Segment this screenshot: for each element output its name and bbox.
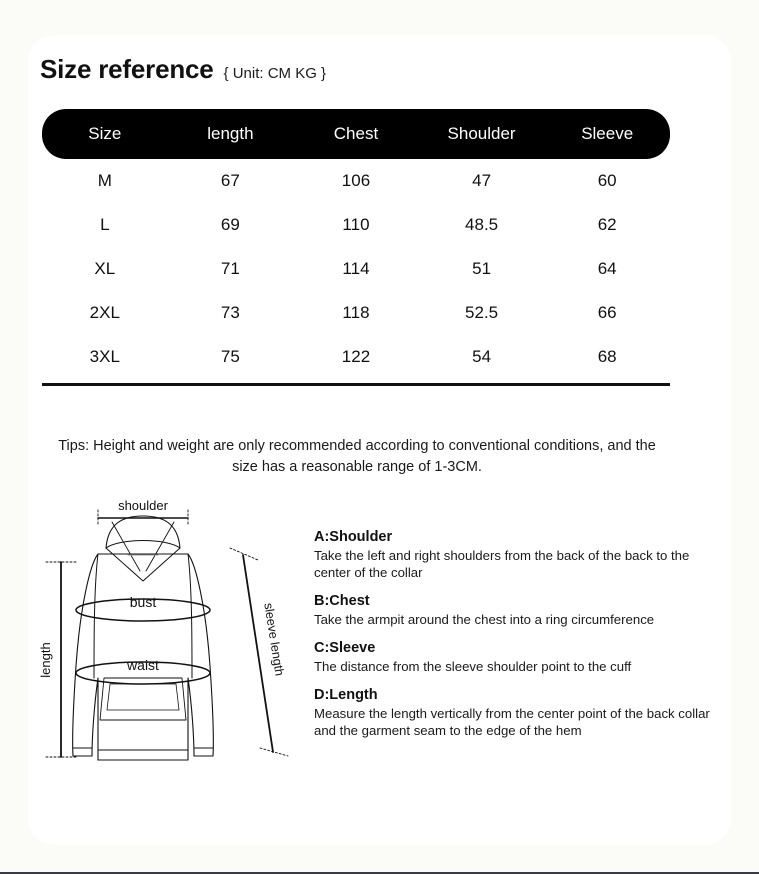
shoulder-label: shoulder	[118, 498, 168, 513]
cell-size: XL	[94, 259, 116, 278]
table-row	[42, 247, 670, 291]
cell-sleeve: 64	[597, 259, 617, 278]
cell-size: 2XL	[89, 303, 120, 322]
tips-text: Tips: Height and weight are only recommended according to conventional conditions, and the size has a reasonable range of 1-3CM.	[58, 438, 656, 475]
guide-item-chest	[314, 592, 724, 628]
hoodie-measurement-diagram	[36, 498, 308, 786]
cell-chest: 110	[342, 215, 370, 234]
cell-sleeve: 68	[597, 347, 617, 366]
size-table-head	[42, 109, 670, 159]
table-bottom-rule	[42, 383, 670, 386]
guide-title-length: D:Length	[314, 687, 378, 703]
page-title-unit: { Unit: CM KG }	[223, 65, 327, 82]
table-row	[42, 335, 670, 379]
sleeve-tick-bottom	[260, 748, 288, 756]
table-row	[42, 291, 670, 335]
table-row	[42, 159, 670, 203]
size-table-container	[42, 109, 670, 386]
cell-size: L	[100, 215, 110, 234]
guide-title-shoulder: A:Shoulder	[314, 529, 393, 545]
guide-title-chest: B:Chest	[314, 593, 370, 609]
bust-label: bust	[129, 594, 157, 610]
measurement-guide	[314, 528, 724, 750]
guide-text-shoulder: Take the left and right shoulders from the back of the back to the center of the collar	[314, 548, 690, 580]
pocket-inner	[107, 684, 179, 710]
cell-shoulder: 47	[472, 171, 492, 190]
cell-length: 73	[220, 303, 240, 322]
cell-sleeve: 66	[597, 303, 617, 322]
guide-item-length	[314, 686, 724, 739]
cell-length: 69	[220, 215, 240, 234]
size-table-header-row	[42, 109, 670, 159]
guide-item-shoulder	[314, 528, 724, 581]
cell-length: 67	[220, 171, 240, 190]
cell-chest: 106	[341, 171, 371, 190]
right-sleeve-seam	[188, 554, 192, 678]
cell-size: M	[97, 171, 112, 190]
cell-shoulder: 48.5	[465, 215, 499, 234]
cell-chest: 114	[342, 259, 370, 278]
cell-shoulder: 52.5	[465, 303, 499, 322]
cell-size: 3XL	[89, 347, 120, 366]
column-header-size: Size	[88, 124, 122, 143]
cell-chest: 118	[342, 303, 370, 322]
column-header-length: length	[207, 124, 254, 143]
guide-item-sleeve	[314, 639, 724, 675]
sleeve-length-label: sleeve length	[261, 601, 287, 677]
cell-length: 71	[220, 259, 240, 278]
page-title-main: Size reference	[40, 54, 214, 84]
hood-fold-right	[146, 522, 174, 571]
cell-shoulder: 54	[472, 347, 492, 366]
left-sleeve-seam	[94, 554, 98, 678]
collar-v-opening	[106, 548, 180, 581]
cell-sleeve: 60	[597, 171, 617, 190]
size-table-body	[42, 159, 670, 379]
cell-length: 75	[220, 347, 240, 366]
guide-text-length: Measure the length vertically from the center point of the back collar and the garment seam to the edge of the hem	[314, 706, 710, 738]
hood-fold-left	[112, 522, 140, 571]
column-header-chest: Chest	[333, 124, 379, 143]
hoodie-diagram-svg	[36, 498, 308, 786]
cell-sleeve: 62	[597, 215, 617, 234]
sleeve-dimension-line	[243, 555, 273, 752]
cell-shoulder: 51	[472, 259, 492, 278]
table-row	[42, 203, 670, 247]
column-header-shoulder: Shoulder	[447, 124, 516, 143]
column-header-sleeve: Sleeve	[581, 124, 634, 143]
hood-inner-edge	[106, 541, 180, 549]
waist-label: waist	[127, 657, 159, 673]
guide-text-chest: Take the armpit around the chest into a ring circumference	[314, 612, 655, 627]
length-label: length	[38, 642, 53, 678]
size-table	[42, 109, 670, 379]
guide-title-sleeve: C:Sleeve	[314, 640, 376, 656]
cell-chest: 122	[341, 347, 371, 366]
page-title	[40, 54, 326, 85]
guide-text-sleeve: The distance from the sleeve shoulder point to the cuff	[314, 659, 632, 674]
